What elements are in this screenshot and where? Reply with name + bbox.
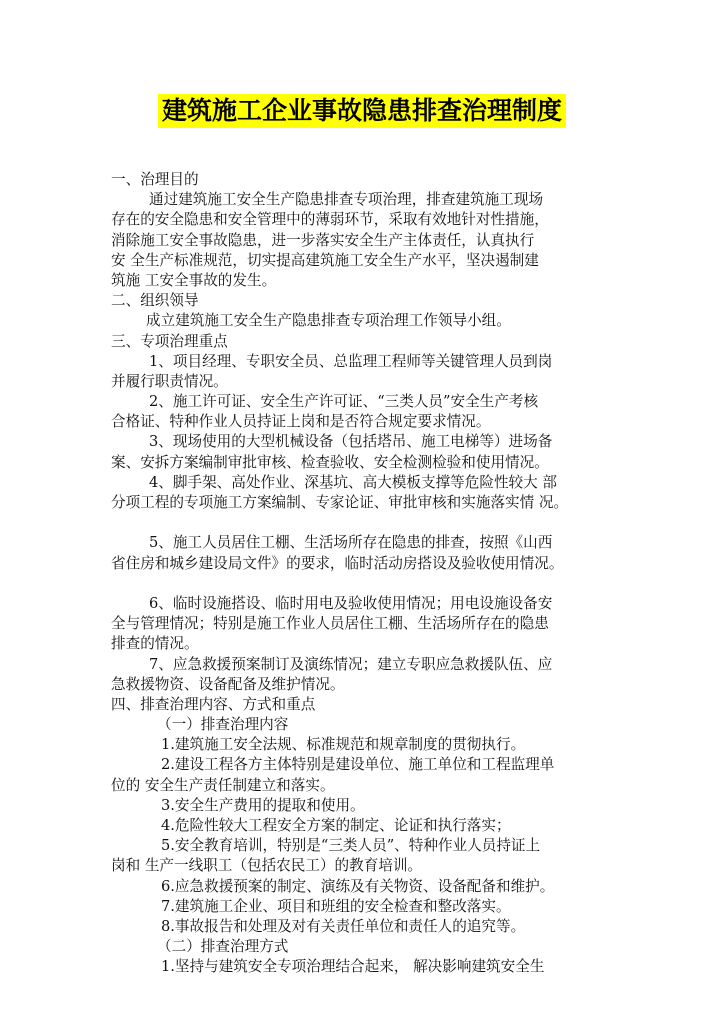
text-line: 6.应急救援预案的制定、演练及有关物资、设备配备和维护。: [161, 877, 555, 895]
title-container: [0, 94, 724, 128]
document-body: [111, 170, 623, 978]
text-line: 岗和 生产一线职工（包括农民工）的教育培训。: [111, 857, 423, 875]
text-line: 2.建设工程各方主体特别是建设单位、施工单位和工程监理单: [161, 756, 555, 774]
text-line: 一、治理目的: [111, 171, 199, 188]
text-line: 省住房和城乡建设局文件》的要求，临时活动房搭设及验收使用情况。: [111, 554, 564, 572]
text-line: 急救援物资、设备配备及维护情况。: [111, 675, 345, 693]
text-line: 排查的情况。: [111, 635, 199, 653]
text-line: 2、施工许可证、安全生产许可证、“三类人员”安全生产考核: [149, 393, 539, 411]
text-line: 5、施工人员居住工棚、生活场所存在隐患的排查，按照《山西: [149, 534, 553, 552]
text-line: 四、排查治理内容、方式和重点: [111, 695, 316, 713]
blank-line: [111, 513, 623, 533]
text-line: 成立建筑施工安全生产隐患排查专项治理工作领导小组。: [146, 312, 511, 330]
text-line: 4、脚手架、高处作业、深基坑、高大模板支撑等危险性较大 部: [149, 473, 557, 491]
blank-line: [111, 574, 623, 594]
text-line: 3.安全生产费用的提取和使用。: [161, 796, 365, 814]
text-line: 分项工程的专项施工方案编制、专家论证、审批审核和实施落实情 况。: [111, 494, 569, 511]
text-line: 消除施工安全事故隐患，进一步落实安全生产主体责任，认真执行: [111, 231, 535, 249]
text-line: （一）排查治理内容: [157, 716, 289, 734]
text-line: 8.事故报告和处理及对有关责任单位和责任人的追究等。: [161, 917, 526, 935]
text-line: 3、现场使用的大型机械设备（包括塔吊、施工电梯等）进场备: [149, 433, 553, 451]
text-line: 7、应急救援预案制订及演练情况；建立专职应急救援队伍、应: [149, 655, 553, 673]
text-line: 1、项目经理、专职安全员、总监理工程师等关键管理人员到岗: [149, 352, 553, 370]
text-line: 合格证、特种作业人员持证上岗和是否符合规定要求情况。: [111, 413, 491, 431]
text-line: 1.建筑施工安全法规、标准规范和规章制度的贯彻执行。: [161, 736, 526, 754]
text-line: 并履行职责情况。: [111, 372, 228, 390]
text-line: 存在的安全隐患和安全管理中的薄弱环节，采取有效地针对性措施，: [111, 211, 549, 229]
text-line: 案、安拆方案编制审批审核、检查验收、安全检测检验和使用情况。: [111, 453, 549, 471]
text-line: 1.坚持与建筑安全专项治理结合起来， 解决影响建筑安全生: [161, 958, 545, 976]
text-line: 4.危险性较大工程安全方案的制定、论证和执行落实；: [161, 817, 511, 834]
document-title: 建筑施工企业事故隐患排查治理制度: [158, 94, 566, 128]
text-line: 5.安全教育培训，特别是“三类人员”、特种作业人员持证上: [161, 837, 541, 855]
text-line: （二）排查治理方式: [157, 938, 289, 956]
text-line: 三、专项治理重点: [111, 332, 228, 350]
text-line: 全与管理情况；特别是施工作业人员居住工棚、生活场所存在的隐患: [111, 615, 549, 633]
text-line: 6、临时设施搭设、临时用电及验收使用情况；用电设施设备安: [149, 594, 553, 612]
text-line: 二、组织领导: [111, 292, 199, 310]
text-line: 筑施 工安全事故的发生。: [111, 271, 277, 289]
text-line: 通过建筑施工安全生产隐患排查专项治理，排查建筑施工现场: [149, 191, 544, 209]
text-line: 安 全生产标准规范，切实提高建筑施工安全生产水平，坚决遏制建: [111, 251, 539, 269]
text-line: 位的 安全生产责任制建立和落实。: [111, 776, 335, 794]
text-line: 7.建筑施工企业、项目和班组的安全检查和整改落实。: [161, 897, 511, 915]
